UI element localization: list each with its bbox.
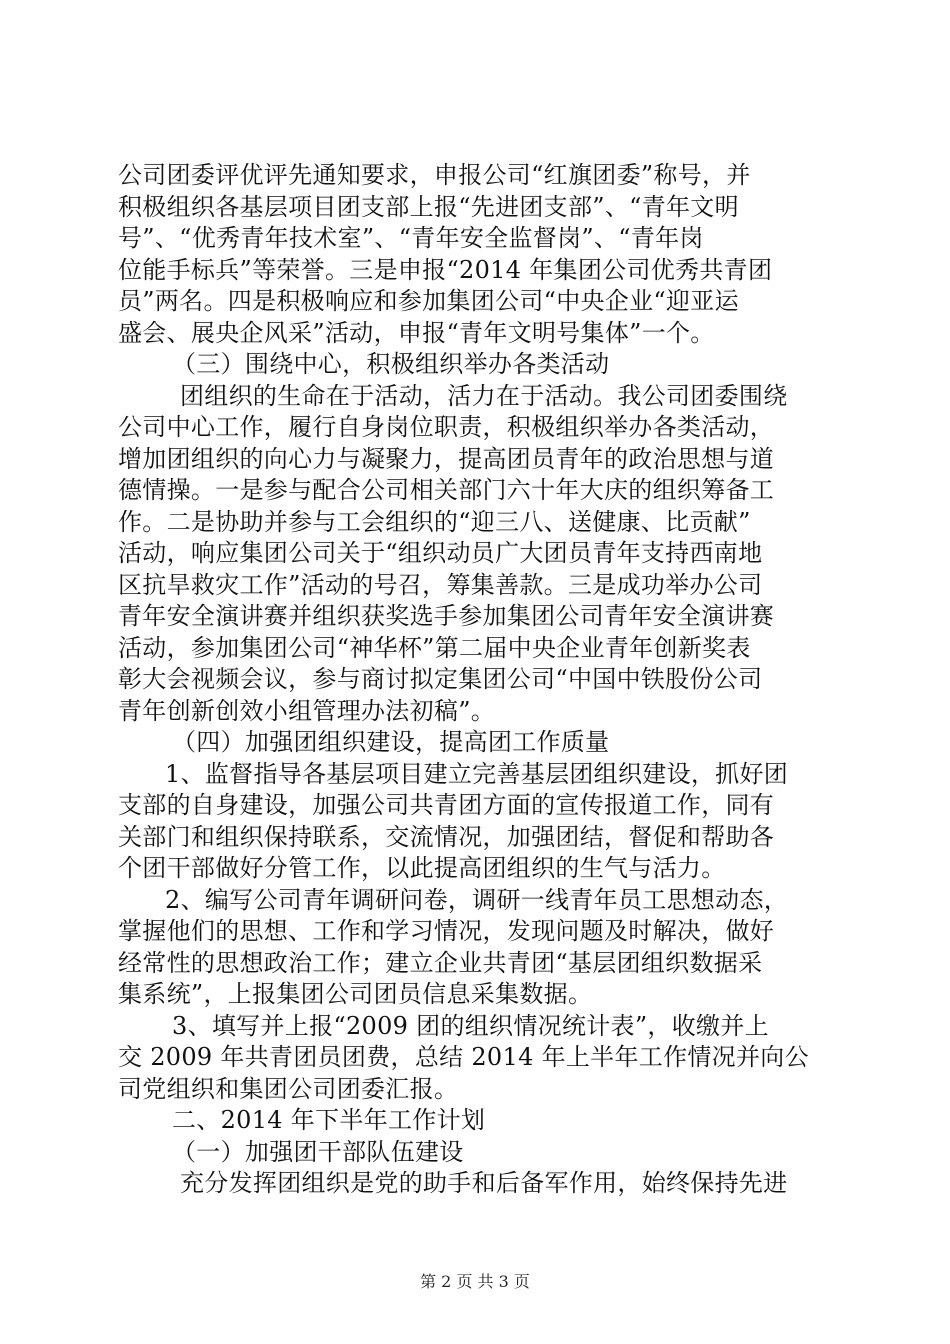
text-line: 经常性的思想政治工作；建立企业共青团“基层团组织数据采 — [118, 948, 763, 977]
page-footer: 第 2 页 共 3 页 — [420, 1272, 530, 1291]
text-line: 活动，响应集团公司关于“组织动员广大团员青年支持西南地 — [118, 539, 763, 567]
text-line: 关部门和组织保持联系，交流情况，加强团结，督促和帮助各 — [118, 822, 775, 851]
text-line: 彰大会视频会议，参与商讨拟定集团公司“中国中铁股份公司 — [118, 665, 763, 693]
text-line: 3、填写并上报“2009 团的组织情况统计表”，收缴并上 — [172, 1011, 769, 1040]
text-line: 作。二是协助并参与工会组织的“迎三八、送健康、比贡献” — [118, 507, 751, 536]
text-line: 号”、“优秀青年技术室”、“青年安全监督岗”、“青年岗 — [118, 224, 704, 252]
text-line: 个团干部做好分管工作，以此提高团组织的生气与活力。 — [118, 854, 726, 882]
text-line: 增加团组织的向心力与凝聚力，提高团员青年的政治思想与道 — [118, 444, 775, 473]
text-line: 位能手标兵”等荣誉。三是申报“2014 年集团公司优秀共青团 — [118, 255, 773, 284]
text-line: 青年创新创效小组管理办法初稿”。 — [118, 696, 496, 725]
text-line: 活动，参加集团公司“神华杯”第二届中央企业青年创新奖表 — [118, 633, 751, 662]
text-line: 集系统”，上报集团公司团员信息采集数据。 — [118, 980, 593, 1008]
text-line: 交 2009 年共青团员团费，总结 2014 年上半年工作情况并向公 — [118, 1043, 809, 1071]
text-line: 积极组织各基层项目团支部上报“先进团支部”、“青年文明 — [118, 192, 739, 221]
text-line: 区抗旱救灾工作”活动的号召，筹集善款。三是成功举办公司 — [118, 570, 763, 599]
section-heading: （一）加强团干部队伍建设 — [172, 1137, 464, 1166]
text-line: 1、监督指导各基层项目建立完善基层团组织建设，抓好团 — [165, 759, 789, 788]
text-line: 掌握他们的思想、工作和学习情况，发现问题及时解决，做好 — [118, 917, 775, 945]
text-line: 团组织的生命在于活动，活力在于活动。我公司团委围绕 — [180, 381, 788, 410]
text-line: 公司团委评优评先通知要求，申报公司“红旗团委”称号，并 — [118, 161, 751, 189]
text-line: 支部的自身建设，加强公司共青团方面的宣传报道工作，同有 — [118, 791, 775, 819]
text-line: 员”两名。四是积极响应和参加集团公司“中央企业“迎亚运 — [118, 287, 739, 315]
text-line: 充分发挥团组织是党的助手和后备军作用，始终保持先进 — [180, 1169, 788, 1197]
text-line: 青年安全演讲赛并组织获奖选手参加集团公司青年安全演讲赛 — [118, 602, 775, 630]
section-heading: （四）加强团组织建设，提高团工作质量 — [172, 728, 610, 756]
text-line: 德情操。一是参与配合公司相关部门六十年大庆的组织筹备工 — [118, 476, 775, 504]
text-line: 盛会、展央企风采”活动，申报“青年文明号集体”一个。 — [118, 318, 715, 347]
section-heading: （三）围绕中心，积极组织举办各类活动 — [172, 350, 610, 378]
text-line: 司党组织和集团公司团委汇报。 — [118, 1074, 459, 1103]
section-heading: 二、2014 年下半年工作计划 — [172, 1106, 486, 1134]
text-line: 公司中心工作，履行自身岗位职责，积极组织举办各类活动， — [118, 413, 775, 441]
text-line: 2、编写公司青年调研问卷，调研一线青年员工思想动态， — [165, 885, 789, 914]
